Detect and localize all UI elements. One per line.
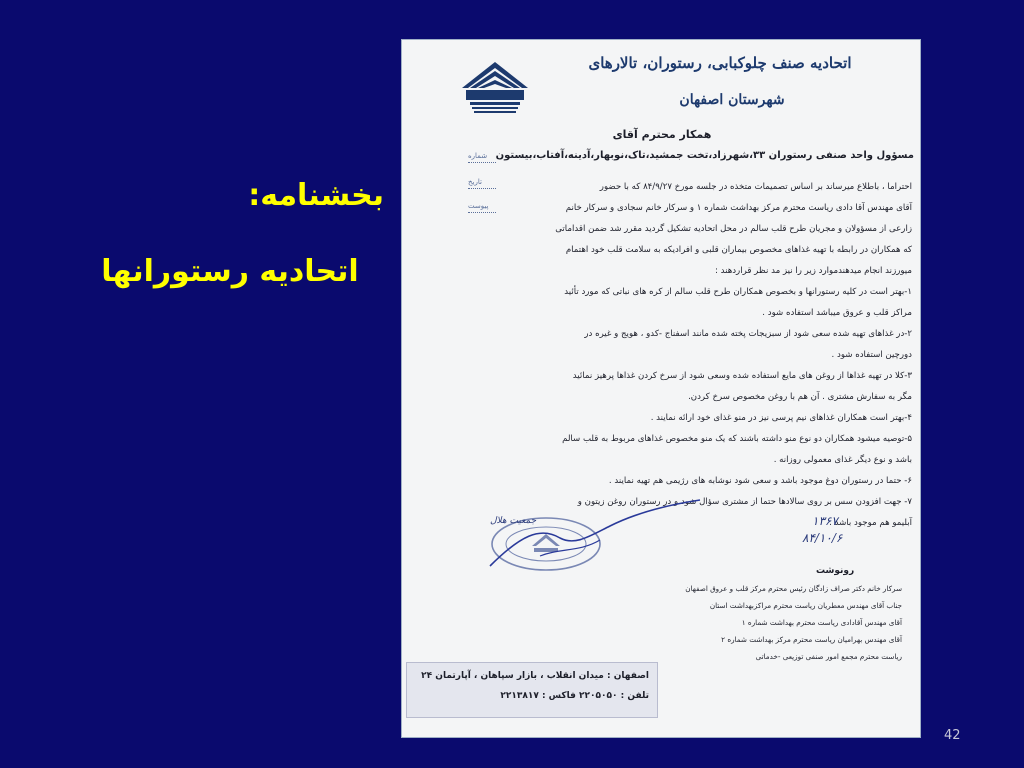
- signature-icon: [480, 496, 710, 576]
- cc-heading: رونوشت: [816, 566, 855, 576]
- cc-line: آقای مهندس بهرامیان ریاست محترم مرکز بهداشت شماره ۲: [721, 635, 902, 644]
- scanned-letter: [402, 40, 920, 737]
- union-logo-icon: [458, 58, 532, 128]
- body-line: احتراما ، باطلاع میرساند بر اساس تصمیمات متخذه در جلسه مورخ ۸۴/۹/۲۷ که با حضور: [599, 182, 912, 192]
- body-line: ۴-بهتر است همکاران غذاهای نیم پرسی نیز در منو غذای خود ارائه نمایند .: [650, 413, 912, 423]
- margin-date-label: تاریخ: [468, 178, 482, 186]
- letterhead-title: اتحادیه صنف چلوکبابی، رستوران، تالارهای: [588, 54, 852, 72]
- body-line: مراکز قلب و عروق میباشد استفاده شود .: [762, 308, 912, 318]
- letterhead-subtitle: شهرستان اصفهان: [679, 92, 785, 108]
- letter-recipient: مسؤول واحد صنفی رستوران ۳۳،شهرزاد،تخت جمشید،تاک،نوبهار،آدینه،آفتاب،بیستون: [495, 150, 914, 161]
- body-line: ۵-توصیه میشود همکاران دو نوع منو داشته باشند که یک منو مخصوص غذاهای مربوط به قلب سالم: [562, 434, 912, 444]
- body-line: دورچین استفاده شود .: [831, 350, 912, 360]
- cc-line: آقای مهندس آقادادی ریاست محترم بهداشت شماره ۱: [741, 618, 902, 627]
- body-line: میورزند انجام میدهندموارد زیر را نیز مد نظر قراردهند :: [714, 266, 912, 276]
- letter-greeting: همکار محترم آقای: [612, 128, 712, 141]
- cc-line: جناب آقای مهندس معطریان ریاست محترم مراکزبهداشت استان: [709, 601, 902, 610]
- cc-line: ریاست محترم مجمع امور صنفی توزیعی -خدماتی: [755, 652, 902, 661]
- margin-number-label: شماره: [468, 152, 488, 160]
- body-line: ۲-در غذاهای تهیه شده سعی شود از سبزیجات پخته شده مانند اسفناج -کدو ، هویج و غیره در: [584, 329, 912, 339]
- body-line: ۶- حتما در رستوران دوغ موجود باشد و سعی شود نوشابه های رژیمی هم تهیه نمایند .: [608, 476, 912, 486]
- body-line: ۱-بهتر است در کلیه رستورانها و بخصوص همکاران طرح قلب سالم از کره های نباتی که مورد تأئید: [564, 287, 912, 297]
- body-line: باشد و نوع دیگر غذای معمولی روزانه .: [773, 455, 912, 465]
- letter-footer: [406, 662, 658, 718]
- body-line: ۷- جهت افزودن سس بر روی سالادها حتما از مشتری سؤال شود و در رستوران روغن زیتون و: [577, 497, 912, 507]
- body-line: ۳-کلا در تهیه غذاها از روغن های مایع استفاده شده وسعی شود از سرخ کردن غذاها پرهیز نمائید: [572, 371, 912, 381]
- cc-line: سرکار خانم دکتر صراف زادگان رئیس محترم مرکز قلب و عروق اصفهان: [685, 584, 902, 593]
- footer-address: اصفهان : میدان انقلاب ، بازار سپاهان ، آپارتمان ۲۴: [421, 671, 649, 681]
- body-line: زارعی از مسؤولان و مجریان طرح قلب سالم در محل اتحادیه تشکیل گردید مقرر شد ضمن اقداماتی: [555, 224, 912, 234]
- handwritten-date: ۸۴/۱۰/۶: [802, 531, 843, 545]
- body-line: آقای مهندس آقا دادی ریاست محترم مرکز بهداشت شماره ۱ و سرکار خانم سجادی و سرکار خانم: [565, 203, 912, 213]
- body-line: مگر به سفارش مشتری . آن هم با روغن مخصوص سرخ کردن.: [688, 392, 912, 402]
- margin-number-rule: [468, 162, 496, 163]
- margin-attachment-rule: [468, 212, 496, 213]
- slide-subtitle: اتحادیه رستورانها: [101, 254, 359, 289]
- slide-title: بخشنامه:: [248, 178, 384, 213]
- body-line: که همکاران در رابطه با تهیه غذاهای مخصوص بیماران قلبی و افرادیکه به سلامت قلب خود اهتمام: [565, 245, 912, 255]
- body-line: آبلیمو هم موجود باشد .: [829, 518, 912, 528]
- handwritten-number: ۱۳۶۷: [812, 514, 838, 528]
- margin-attachment-label: پیوست: [468, 202, 489, 210]
- stamp-text: جمعیت هلال: [490, 516, 537, 526]
- page-number: 42: [944, 728, 961, 743]
- margin-date-rule: [468, 188, 496, 189]
- footer-phone: تلفن : ۲۲۰۵۰۵۰ فاکس : ۲۲۱۳۸۱۷: [500, 691, 649, 701]
